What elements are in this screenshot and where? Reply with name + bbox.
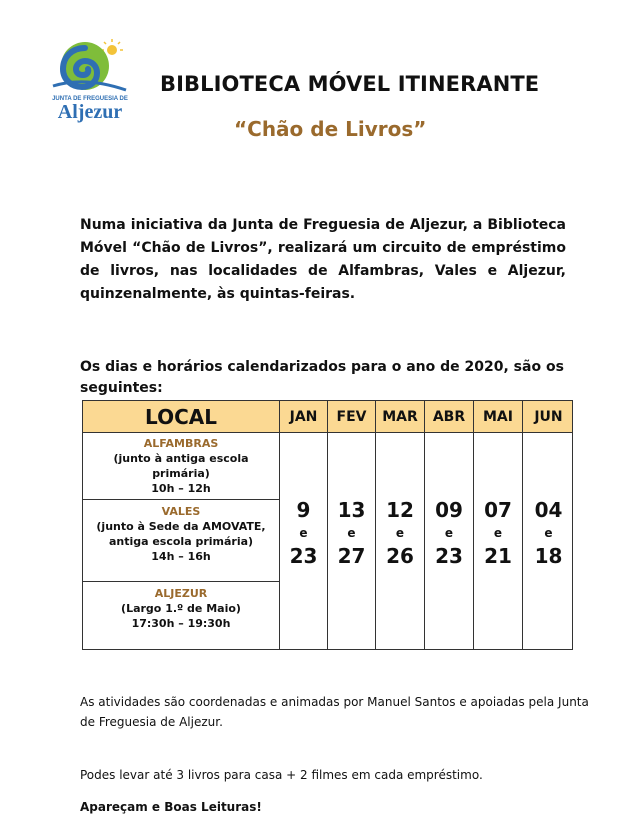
first-date: 12 (386, 498, 414, 522)
first-date: 13 (337, 498, 366, 522)
closing-text: Apareçam e Boas Leituras! (80, 800, 262, 814)
month-header-jan: JAN (280, 401, 328, 432)
date-separator: e (444, 526, 454, 540)
location-detail: (junto à Sede da AMOVATE, (96, 520, 266, 533)
schedule-header-row (83, 401, 572, 433)
month-header-abr: ABR (425, 401, 474, 432)
location-name: ALJEZUR (154, 587, 208, 600)
local-column-header: LOCAL (83, 401, 280, 432)
dates-column-mai (474, 432, 523, 650)
date-pair (376, 498, 424, 568)
month-header-fev: FEV (328, 401, 376, 432)
document-subtitle: “Chão de Livros” (234, 117, 427, 141)
dates-column-abr (425, 432, 474, 650)
intro-paragraph: Numa iniciativa da Junta de Freguesia de Aljezur, a Biblioteca Móvel “Chão de Livros”, realizará um circuito de empréstimo de livros, nas localidades de Alfambras, Vales e Aljezur, quinzenalmente, às quintas-feiras. (80, 217, 566, 302)
dates-column-jun (523, 432, 573, 650)
second-date: 23 (435, 544, 463, 568)
location-hours: 14h – 16h (151, 550, 211, 563)
date-pair (280, 498, 327, 568)
date-separator: e (299, 526, 308, 540)
date-pair (425, 498, 473, 568)
location-hours: 17:30h – 19:30h (131, 617, 231, 630)
date-separator: e (544, 526, 553, 540)
month-header-jun: JUN (534, 408, 563, 425)
second-date: 18 (534, 544, 563, 568)
second-date: 26 (386, 544, 414, 568)
location-name: ALFAMBRAS (143, 437, 219, 450)
date-pair (474, 498, 522, 568)
location-hours: 10h – 12h (151, 482, 211, 495)
first-date: 07 (484, 498, 512, 522)
location-vales (83, 500, 280, 582)
document-title: BIBLIOTECA MÓVEL ITINERANTE (160, 72, 540, 96)
date-separator: e (493, 526, 503, 540)
month-header-mar: MAR (376, 401, 425, 432)
date-separator: e (347, 526, 356, 540)
dates-column-fev (328, 432, 376, 650)
logo-text-large: Aljezur (57, 101, 123, 123)
first-date: 09 (435, 498, 463, 522)
coordination-note: As atividades são coordenadas e animadas por Manuel Santos e apoiadas pela Junta de Freguesia de Aljezur. (80, 695, 589, 729)
location-detail: (junto à antiga escola primária) (113, 452, 249, 480)
month-header-mai: MAI (474, 401, 523, 432)
second-date: 21 (484, 544, 512, 568)
schedule-table (82, 400, 573, 650)
junta-logo (38, 38, 142, 124)
dates-column-mar (376, 432, 425, 650)
dates-column-jan (280, 432, 328, 650)
second-date: 23 (289, 544, 318, 568)
location-aljezur (83, 582, 280, 650)
date-pair (328, 498, 375, 568)
first-date: 04 (534, 498, 563, 522)
location-alfambras (83, 432, 280, 500)
first-date: 9 (296, 498, 311, 522)
borrowing-tip: Podes levar até 3 livros para casa + 2 filmes em cada empréstimo. (80, 768, 483, 782)
second-date: 27 (337, 544, 366, 568)
date-separator: e (395, 526, 405, 540)
date-pair (523, 498, 573, 568)
location-detail: antiga escola primária) (108, 535, 254, 548)
schedule-intro-text: Os dias e horários calendarizados para o ano de 2020, são os seguintes: (80, 359, 564, 396)
logo-text-small: JUNTA DE FREGUESIA DE (52, 96, 128, 102)
location-name: VALES (161, 505, 201, 518)
location-detail: (Largo 1.º de Maio) (121, 602, 241, 615)
